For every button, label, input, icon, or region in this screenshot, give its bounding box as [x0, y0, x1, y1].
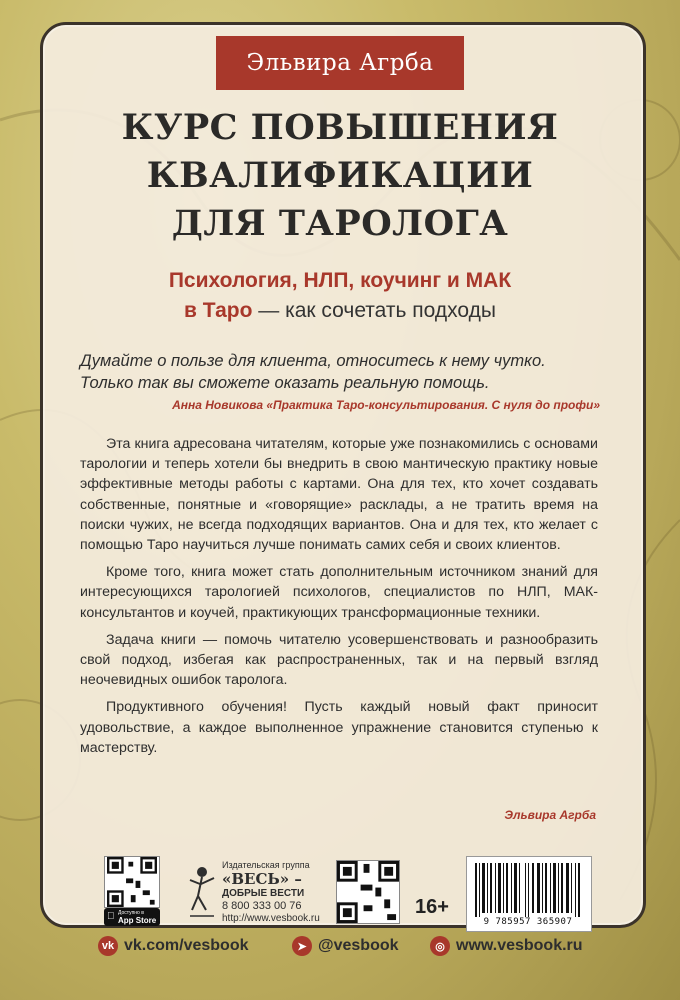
quote-line-1: Думайте о пользе для клиента, относитесь к нему чутко. [80, 352, 546, 370]
apple-icon [107, 911, 115, 922]
appstore-badge[interactable] [104, 908, 160, 926]
appstore-small: Доступно в [118, 909, 144, 916]
telegram-icon: ➤ [292, 936, 312, 956]
subtitle-line-2 [80, 296, 600, 326]
subtitle-line-2-red: в Таро [184, 299, 253, 322]
website-icon: ◎ [430, 936, 450, 956]
publisher-group: Издательская группа [222, 860, 310, 870]
publisher-sub: ДОБРЫЕ ВЕСТИ [222, 888, 305, 899]
paragraph-1: Эта книга адресована читателям, которые уже познакомились с основами тарологии и теперь хотели бы внедрить в свою мантическую практику новые эффективные методы работы с картами. Она для тех, кто хочет создавать собственные, понятные и «говорящие» расклады, а не тратить время на поиски чужих, не всегда подходящих вариантов. Она и для тех, кто желает с помощью Таро научиться лучше понимать самих себя и своих клиентов. [80, 436, 598, 554]
paragraph-3: Задача книги — помочь читателю усовершенствовать и разнообразить свой подход, избегая как распространенных, так и на первый взгляд неочевидных ошибок таролога. [80, 631, 598, 689]
title-line-2: КВАЛИФИКАЦИИ [146, 155, 534, 196]
publisher-url[interactable]: http://www.vesbook.ru [222, 913, 320, 924]
publisher-info [222, 860, 352, 925]
author-name: Эльвира Агрба [246, 50, 434, 76]
age-rating: 16+ [415, 896, 449, 918]
isbn-number: 9 785957 365907 [483, 917, 573, 927]
annotation-text [80, 434, 598, 765]
social-vk[interactable] [98, 936, 249, 956]
vk-icon: vk [98, 936, 118, 956]
site-link[interactable]: www.vesbook.ru [456, 937, 583, 954]
book-title [80, 104, 600, 248]
subtitle-line-2-rest: — как сочетать подходы [252, 299, 496, 322]
book-subtitle [80, 266, 600, 326]
publisher-logo-icon [184, 860, 220, 926]
title-line-3: ДЛЯ ТАРОЛОГА [171, 203, 509, 244]
appstore-big: App Store [118, 915, 157, 925]
title-line-1: КУРС ПОВЫШЕНИЯ [121, 107, 559, 148]
author-banner [216, 36, 464, 90]
telegram-link[interactable]: @vesbook [318, 937, 399, 954]
paragraph-2: Кроме того, книга может стать дополнительным источником знаний для интересующихся тарологией психологов, специалистов по НЛП, МАК-консультантов и коучей, практикующих трансформационные техники. [80, 564, 598, 621]
social-telegram[interactable] [292, 936, 399, 956]
social-site[interactable] [430, 936, 583, 956]
signature: Эльвира Агрба [504, 808, 596, 822]
publisher-name: «ВЕСЬ» – [222, 870, 302, 888]
publisher-phone: 8 800 333 00 76 [222, 900, 302, 912]
vk-link[interactable]: vk.com/vesbook [124, 937, 249, 954]
paragraph-4: Продуктивного обучения! Пусть каждый новый факт приносит удовольствие, а каждое выполненное упражнение становится ступенью к мастерству. [80, 699, 598, 756]
quote-source: Анна Новикова «Практика Таро-консультирования. С нуля до профи» [172, 398, 600, 412]
publisher-qr-icon[interactable] [336, 860, 400, 924]
epigraph-quote [80, 350, 600, 394]
quote-line-2: Только так вы сможете оказать реальную помощь. [80, 374, 490, 392]
subtitle-line-1: Психология, НЛП, коучинг и МАК [168, 269, 512, 292]
appstore-qr-icon[interactable] [104, 856, 160, 908]
